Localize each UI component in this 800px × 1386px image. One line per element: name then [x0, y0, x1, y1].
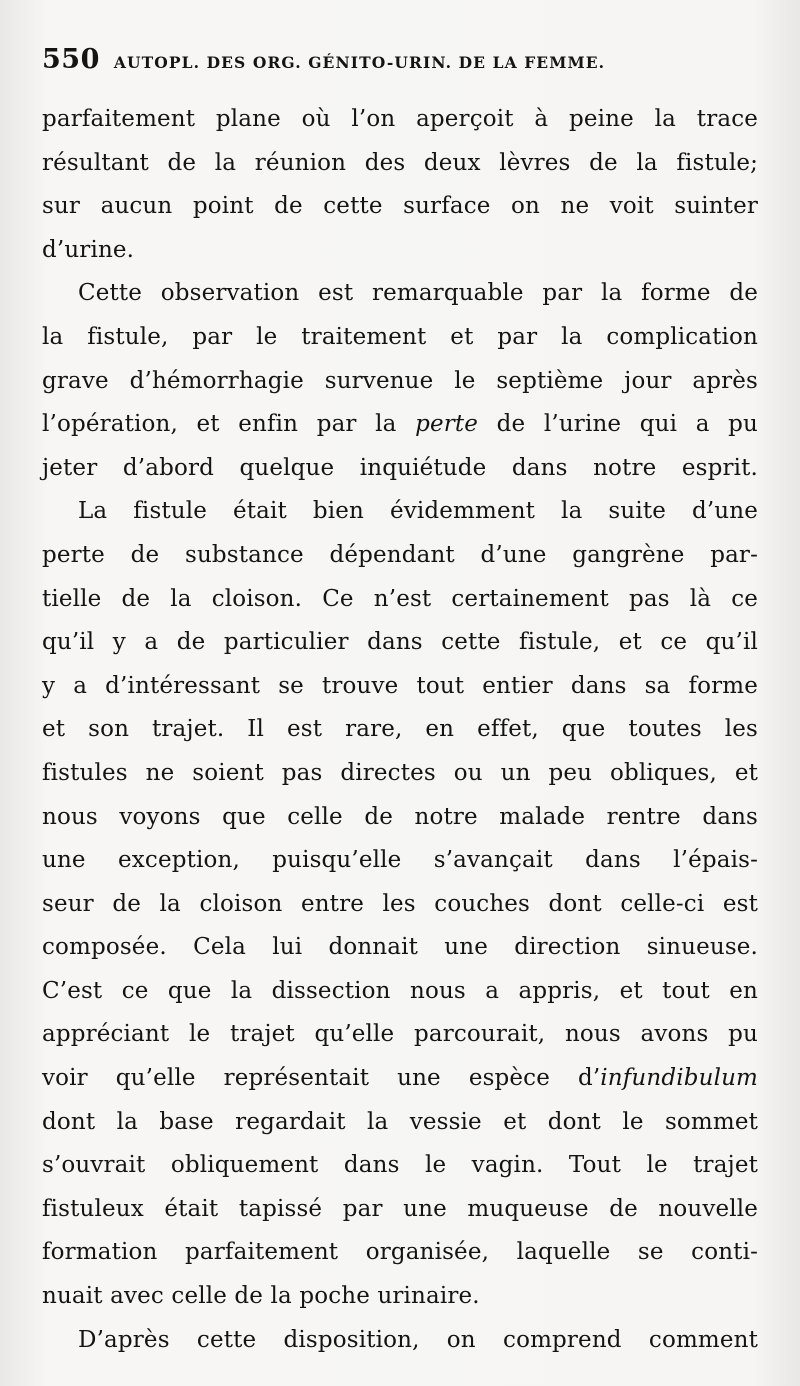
text-segment: voir qu’elle représentait une espèce d’ — [42, 1065, 601, 1092]
text-line: formation parfaitement organisée, laquelle se conti- — [42, 1239, 758, 1266]
text-line: Cette observation est remarquable par la forme de — [78, 280, 758, 307]
text-line: fistules ne soient pas directes ou un peu obliques, et — [42, 759, 758, 786]
text-line: composée. Cela lui donnait une direction sinueuse. — [42, 934, 758, 961]
text-segment: l’opération, et enfin par la — [42, 411, 416, 438]
text-line: La fistule était bien évidemment la suite d’une — [78, 498, 758, 525]
text-line: y a d’intéressant se trouve tout entier dans sa forme — [42, 672, 758, 699]
text-line: dont la base regardait la vessie et dont le sommet — [42, 1108, 758, 1135]
text-line: s’ouvrait obliquement dans le vagin. Tout le trajet — [42, 1152, 758, 1179]
text-line — [42, 403, 758, 447]
text-line: D’après cette disposition, on comprend comment — [78, 1326, 758, 1353]
text-segment: de l’urine qui a pu — [478, 411, 758, 438]
body-text — [42, 98, 758, 1362]
text-line: appréciant le trajet qu’elle parcourait, nous avons pu — [42, 1021, 758, 1048]
text-line: d’urine. — [42, 236, 135, 263]
text-line: fistuleux était tapissé par une muqueuse de nouvelle — [42, 1195, 758, 1222]
text-line: nuait avec celle de la poche urinaire. — [42, 1283, 480, 1310]
page-header — [42, 44, 758, 78]
italic-word: perte — [415, 411, 479, 438]
text-line: et son trajet. Il est rare, en effet, que toutes les — [42, 716, 758, 743]
italic-word: infundibulum — [600, 1065, 758, 1092]
text-line: grave d’hémorrhagie survenue le septième jour après — [42, 367, 758, 394]
text-line: parfaitement plane où l’on aperçoit à peine la trace — [42, 106, 758, 132]
text-line: résultant de la réunion des deux lèvres de la fistule; — [42, 149, 758, 176]
text-line: seur de la cloison entre les couches dont celle-ci est — [42, 890, 758, 917]
text-line: nous voyons que celle de notre malade rentre dans — [42, 803, 758, 830]
text-line: jeter d’abord quelque inquiétude dans notre esprit. — [42, 454, 758, 481]
text-line: C’est ce que la dissection nous a appris, et tout en — [42, 977, 758, 1004]
page-number: 550 — [42, 44, 100, 75]
text-line: la fistule, par le traitement et par la complication — [42, 323, 758, 350]
text-line: perte de substance dépendant d’une gangrène par- — [42, 541, 758, 568]
text-line: tielle de la cloison. Ce n’est certainement pas là ce — [42, 585, 758, 612]
text-line: qu’il y a de particulier dans cette fistule, et ce qu’il — [42, 629, 758, 656]
text-line: sur aucun point de cette surface on ne voit suinter — [42, 193, 758, 220]
text-line: une exception, puisqu’elle s’avançait dans l’épais- — [42, 847, 758, 874]
running-title: AUTOPL. DES ORG. GÉNITO-URIN. DE LA FEMME. — [113, 53, 606, 72]
text-line — [42, 1057, 758, 1101]
